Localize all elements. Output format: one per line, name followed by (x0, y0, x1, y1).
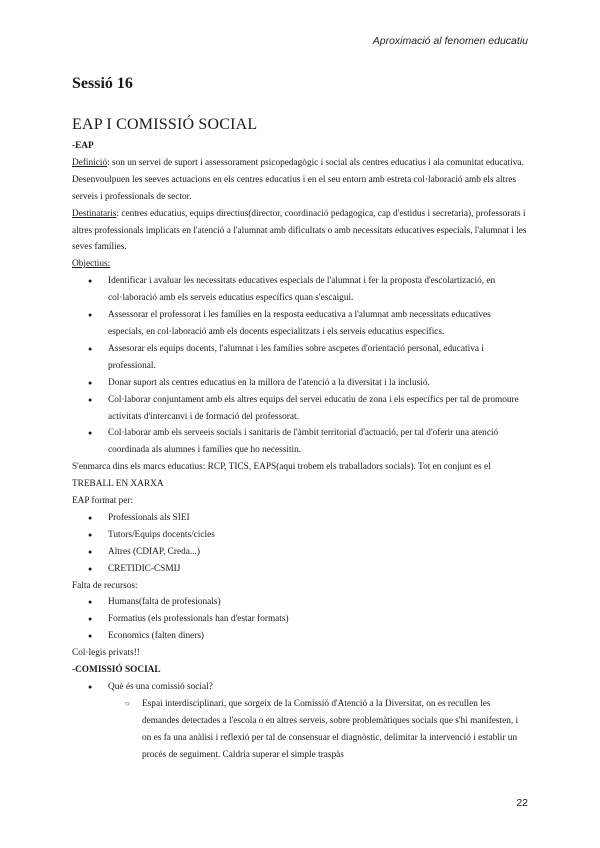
lack-list (72, 594, 528, 645)
answer-list (72, 696, 528, 764)
recipients-label: Destinataris (72, 208, 117, 219)
session-title: Sessió 16 (72, 75, 133, 92)
objectives-list (72, 273, 528, 459)
page-content (72, 74, 528, 764)
lack-label: Falta de recursos: (72, 580, 138, 591)
definition-text: : son un servei de suport i assessorament psicopedagògic i social als centres educatius i ala comunitat educativa. Desenvoulpuen les seeves actuacions en els centres educatius i en el seu entorn amb estreta col·laboració amb els altres serveis i professionals de sector. (72, 157, 524, 202)
list-item: ● Formatius (els professionals han d'estar formats) (72, 611, 528, 628)
private-note: Col·legis privats!! (72, 648, 140, 659)
list-item: ● Col·laborar conjuntament amb els altres equips del servei educatiu de zona i els específics per tal de promoure activitats d'intercanvi i de formació del professorat. (72, 392, 528, 426)
list-item: ● Tutors/Equips docents/cicles (72, 527, 528, 544)
definition-paragraph (72, 155, 528, 206)
list-item: ● Professionals als SIEI (72, 510, 528, 527)
list-item: ● Què és una comissió social? (72, 679, 528, 696)
list-item: ● Humans(falta de profesionals) (72, 594, 528, 611)
list-item: ● Assesorar els equips docents, l'alumnat i les famílies sobre ascpetes d'orientació personal, educativa i professional. (72, 341, 528, 375)
definition-label: Definició (72, 157, 108, 168)
list-item: ● Economics (falten diners) (72, 628, 528, 645)
recipients-paragraph (72, 206, 528, 257)
objectives-label: Objectius: (72, 259, 111, 270)
running-header: Aproximació al fenomen educatiu (372, 35, 528, 47)
recipients-text: : centres educatius, equips directius(director, coordinació pedagogica, cap d'estidus i secretaria), professorats i altres professionals implicats en l'atenció a l'alumnat amb dificultats o amb necessitats educatives especials, l'alumnat i les seves famílies. (72, 208, 527, 253)
list-item: ○ Espai interdisciplinari, que sorgeix de la Comissió d'Atenció a la Diversitat, on es recullen les demandes detectades a l'escola o en altres serveis, sobre problemàtiques socials que s'hi manifesten, i on es fa una anàlisi i reflexió per tal de consensuar el diagnòstic, delimitar la intervenció i establir un procés de seguiment. Caldria superar el simple traspàs (72, 696, 528, 764)
section-title: EAP I COMISSIÓ SOCIAL (72, 116, 258, 133)
list-item: ● Assessorar el professorat i les famílies en la resposta eeducativa a l'alumnat amb necessitats educatives especials, en col·laboració amb els docents especialitzats i els serveis educatius específics. (72, 307, 528, 341)
list-item: ● Donar suport als centres educatius en la millora de l'atenció a la diversitat i la inclusió. (72, 375, 528, 392)
eap-heading: -EAP (72, 141, 94, 151)
list-item: ● Identificar i avaluar les necessitats educatives especials de l'alumnat i fer la proposta d'escolartizació, en col·laboració amb els serveis educatius específics quan s'escaigui. (72, 273, 528, 307)
frame-paragraph: S'enmarca dins els marcs educatius: RCP, TICS, EAPS(aqui trobem els traballadors socials). Tot en conjunt es el TREBALL EN XARXA (72, 462, 491, 490)
format-list (72, 510, 528, 578)
social-commission-heading: -COMISSIÓ SOCIAL (72, 665, 161, 676)
list-item: ● Col·laborar amb els serveeis socials i sanitaris de l'àmbit territorial d'actuació, per tal d'oferir una atenció coordinada als alumnes i famílies que ho necessitin. (72, 425, 528, 459)
format-label: EAP format per: (72, 496, 134, 507)
list-item: ● CRETIDIC-CSMIJ (72, 561, 528, 578)
list-item: ● Altres (CDIAP, Creda...) (72, 544, 528, 561)
question-list (72, 679, 528, 696)
body-text (72, 138, 528, 764)
page-number: 22 (516, 797, 528, 809)
